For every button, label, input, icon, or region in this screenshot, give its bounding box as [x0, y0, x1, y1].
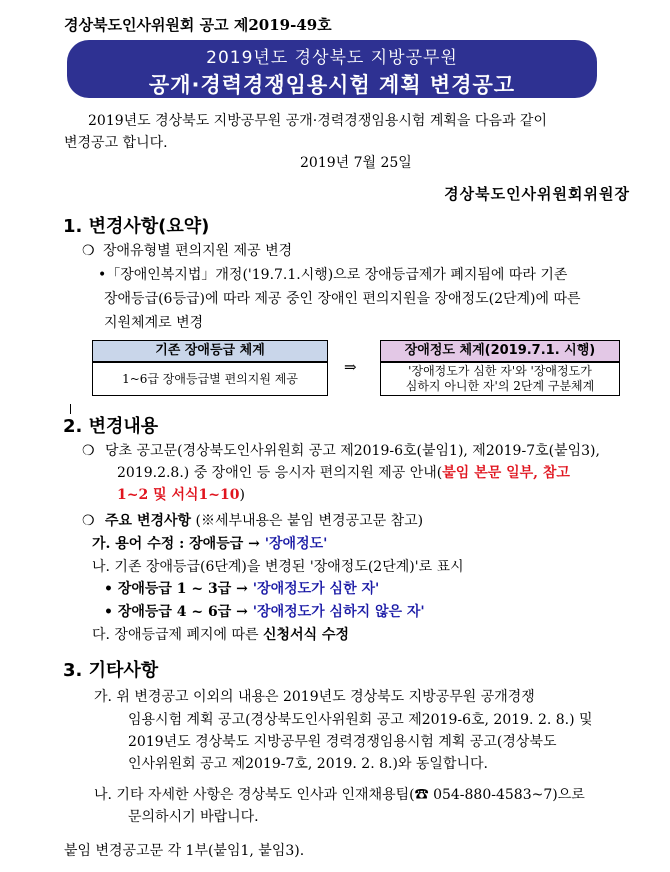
- section-1-detail-3: 지원체계로 변경: [104, 315, 204, 331]
- intro-line-1: 2019년도 경상북도 지방공무원 공개·경력경쟁임용시험 계획을 다음과 같이: [88, 113, 547, 129]
- section-3-ga-line-2: 임용시험 계획 공고(경상북도인사위원회 공고 제2019-6호, 2019. 2. 8.) 및: [128, 712, 593, 728]
- double-arrow-icon: ⇒: [344, 358, 357, 376]
- new-system-body-line-1: '장애정도가 심한 자'와 '장애정도가: [408, 364, 592, 378]
- old-system-body: 1~6급 장애등급별 편의지원 제공: [92, 362, 328, 396]
- notice-date: 2019년 7월 25일: [300, 155, 412, 171]
- section-2-da-prefix: 다. 장애등급제 폐지에 따른: [92, 627, 264, 643]
- circle-bullet-icon: ❍: [82, 513, 95, 529]
- section-2-item-1-line-2: [117, 462, 570, 482]
- old-system-heading: 기존 장애등급 체계: [92, 340, 328, 362]
- circle-bullet-icon: ❍: [82, 443, 95, 459]
- section-3-ga-line-1: 가. 위 변경공고 이외의 내용은 2019년도 경상북도 지방공무원 공개경쟁: [94, 689, 535, 705]
- section-1-detail-1: •「장애인복지법」개정('19.7.1.시행)으로 장애등급제가 폐지됨에 따라 기존: [98, 267, 568, 283]
- section-3-heading: 3. 기타사항: [63, 660, 159, 681]
- section-2-item-1-line-1: [82, 440, 600, 460]
- term-change-label: 가. 용어 수정 : 장애등급 →: [92, 536, 265, 552]
- section-2-item-1-text: 당초 공고문(경상북도인사위원회 공고 제2019-6호(붙임1), 제2019-7호(붙임3),: [105, 443, 600, 459]
- section-3-na-line-1: 나. 기타 자세한 사항은 경상북도 인사과 인재채용팀(☎ 054-880-4583~7)으로: [94, 787, 585, 803]
- section-2-item-2: [82, 510, 423, 530]
- section-2-item-2-title: 주요 변경사항: [105, 513, 192, 529]
- section-1-bullet: [82, 240, 292, 260]
- closing-paren: ): [239, 487, 245, 503]
- section-2-item-1-line-3: [117, 484, 245, 504]
- section-2-da-bold: 신청서식 수정: [263, 627, 350, 643]
- grade-mapping-2-value: '장애정도가 심하지 않은 자': [252, 604, 425, 620]
- new-system-body: [380, 362, 620, 396]
- section-2-na: 나. 기존 장애등급(6단계)을 변경된 '장애정도(2단계)'로 표시: [92, 559, 464, 575]
- red-note: 붙임 본문 일부, 참고: [442, 465, 570, 481]
- attachment-note: 붙임 변경공고문 각 1부(붙임1, 붙임3).: [64, 843, 305, 859]
- section-1-detail-2: 장애등급(6등급)에 따라 제공 중인 장애인 편의지원을 장애정도(2단계)에 따른: [104, 291, 581, 307]
- section-2-ga: [92, 533, 327, 553]
- grade-mapping-2: [104, 601, 425, 621]
- section-3-ga-line-4: 인사위원회 공고 제2019-7호, 2019. 2. 8.)와 동일합니다.: [128, 756, 488, 772]
- issuer-name: 경상북도인사위원회위원장: [444, 185, 630, 203]
- section-2-heading: 2. 변경내용: [63, 416, 159, 437]
- title-line-1: 2019년도 경상북도 지방공무원: [206, 48, 458, 68]
- term-change-value: '장애정도': [264, 536, 328, 552]
- title-banner: [67, 40, 597, 98]
- section-2-item-2-note: (※세부내용은 붙임 변경공고문 참고): [195, 513, 424, 529]
- section-3-ga-line-3: 2019년도 경상북도 지방공무원 경력경쟁임용시험 계획 공고(경상북도: [128, 734, 557, 750]
- section-3-na-line-2: 문의하시기 바랍니다.: [128, 809, 259, 825]
- circle-bullet-icon: ❍: [82, 243, 95, 259]
- section-2-item-1-line-2-text: 2019.2.8.) 중 장애인 등 응시자 편의지원 제공 안내(: [117, 465, 443, 481]
- grade-mapping-1-value: '장애정도가 심한 자': [252, 581, 380, 597]
- section-1-heading: 1. 변경사항(요약): [63, 216, 210, 237]
- title-line-2: 공개·경력경쟁임용시험 계획 변경공고: [148, 73, 516, 97]
- grade-mapping-2-label: • 장애등급 4 ~ 6급 →: [104, 604, 253, 620]
- section-1-bullet-text: 장애유형별 편의지원 제공 변경: [103, 243, 293, 259]
- section-2-da: [92, 624, 349, 644]
- notice-number: 경상북도인사위원회 공고 제2019-49호: [64, 16, 332, 34]
- new-system-heading: 장애정도 체계(2019.7.1. 시행): [380, 340, 620, 362]
- intro-line-2: 변경공고 합니다.: [64, 135, 168, 151]
- new-system-body-line-2: 심하지 아니한 자'의 2단계 구분체계: [405, 379, 595, 393]
- grade-mapping-1: [104, 578, 379, 598]
- grade-mapping-1-label: • 장애등급 1 ~ 3급 →: [104, 581, 253, 597]
- red-note-continued: 1~2 및 서식1~10: [117, 487, 240, 503]
